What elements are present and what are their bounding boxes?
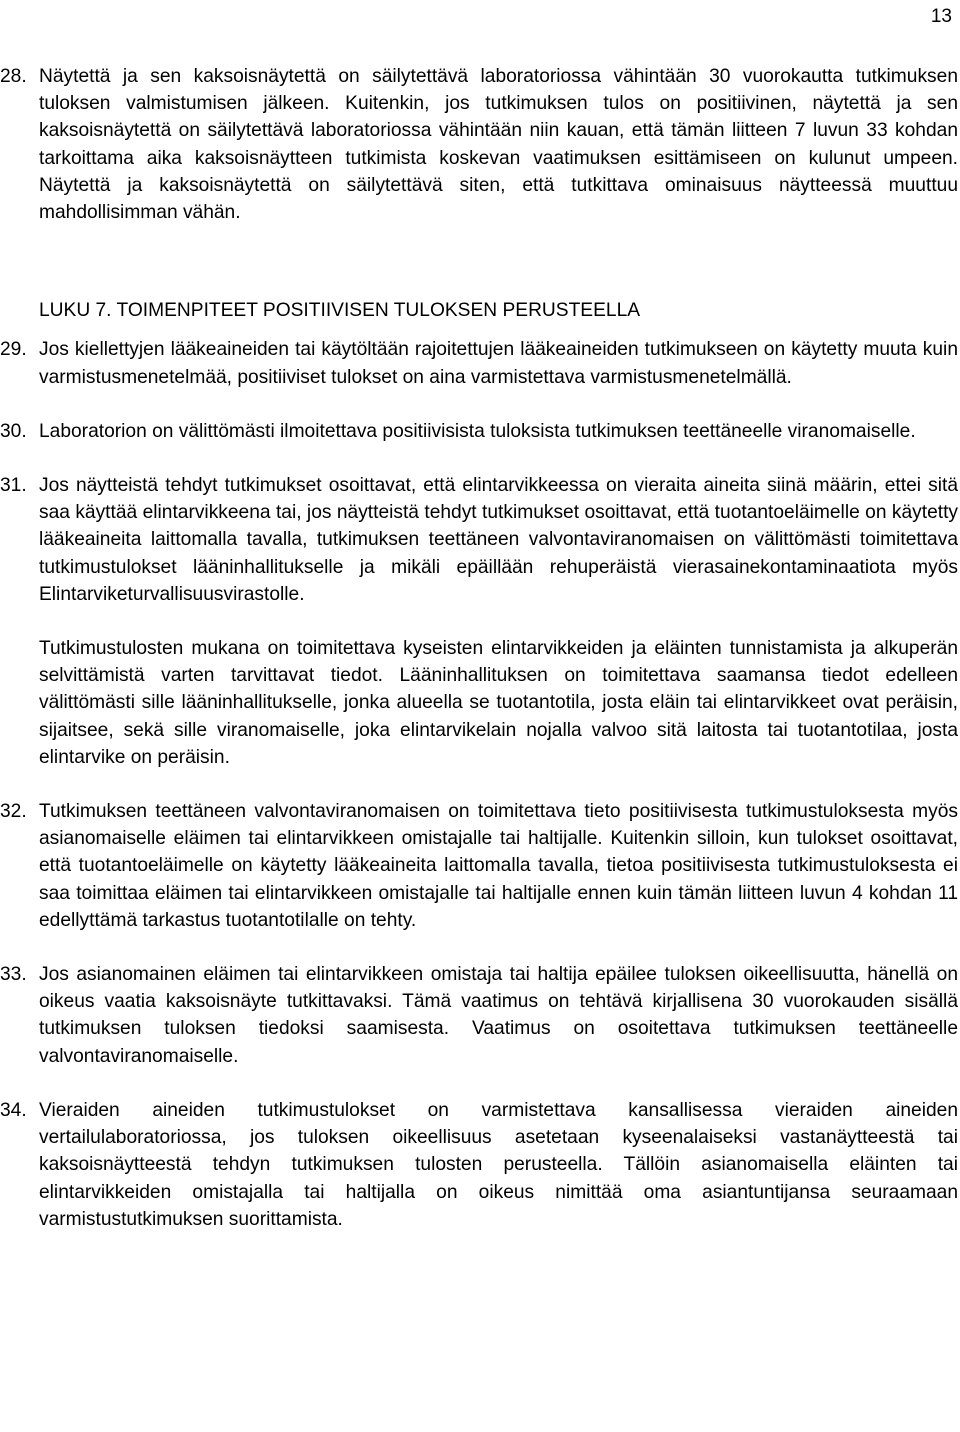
section-number: 29. xyxy=(0,339,27,361)
section-31 xyxy=(0,472,958,608)
section-number: 33. xyxy=(0,964,27,986)
section-text: Jos näytteistä tehdyt tutkimukset osoittavat, että elintarvikkeessa on vieraita aineita siinä määrin, ettei sitä saa käyttää elintarvikkeena tai, jos näytteistä tehdyt tutkimukset osoittavat, että tuotantoeläimelle on käytetty lääkeaineita laittomalla tavalla, tutkimuksen teettäneen valvontaviranomaisen on välittömästi toimitettava tutkimustulokset lääninhallitukselle ja mikäli epäillään rehuperäistä vierasainekontaminaatiota myös Elintarviketurvallisuusvirastolle. xyxy=(39,475,958,605)
section-text: Tutkimuksen teettäneen valvontaviranomaisen on toimitettava tieto positiivisesta tutkimustuloksesta myös asianomaiselle eläimen tai elintarvikkeen omistajalle tai haltijalle. Kuitenkin silloin, kun tulokset osoittavat, että tuotantoeläimelle on käytetty lääkeaineita laittomalla tavalla, tietoa positiivisesta tutkimustuloksesta ei saa toimittaa eläimen tai elintarvikkeen omistajalle tai haltijalle ennen kuin tämän liitteen luvun 4 kohdan 11 edellyttämä tarkastus tuotantotilalle on tehty. xyxy=(39,801,958,931)
section-text: Jos kiellettyjen lääkeaineiden tai käytöltään rajoitettujen lääkeaineiden tutkimukseen on käytetty muuta kuin varmistusmenetelmää, positiiviset tulokset on aina varmistettava varmistusmenetelmällä. xyxy=(39,339,958,388)
section-34 xyxy=(0,1097,958,1233)
section-number: 34. xyxy=(0,1099,27,1121)
document-body xyxy=(0,63,958,1233)
section-number: 30. xyxy=(0,420,27,442)
section-28 xyxy=(0,63,958,226)
section-number: 31. xyxy=(0,475,27,497)
section-29 xyxy=(0,336,958,390)
section-31-continuation: Tutkimustulosten mukana on toimitettava kyseisten elintarvikkeiden ja eläinten tunnistamista ja alkuperän selvittämistä varten tarvittavat tiedot. Lääninhallituksen on toimitettava saamansa tiedot edelleen välittömästi sille lääninhallitukselle, jonka alueella se tuotantotila, josta eläin tai elintarvikkeet ovat peräisin, sijaitsee, sekä sille viranomaiselle, joka elintarvikelain nojalla valvoo sitä laitosta tai tuotantotilaa, josta elintarvike on peräisin. xyxy=(39,638,958,768)
section-32 xyxy=(0,798,958,934)
section-30 xyxy=(0,418,958,445)
section-text: Jos asianomainen eläimen tai elintarvikkeen omistaja tai haltija epäilee tuloksen oikeellisuutta, hänellä on oikeus vaatia kaksoisnäyte tutkittavaksi. Tämä vaatimus on tehtävä kirjallisena 30 vuorokauden sisällä tutkimuksen tuloksen tiedoksi saamisesta. Vaatimus on osoitettava tutkimuksen teettäneelle valvontaviranomaiselle. xyxy=(39,964,958,1067)
page-number: 13 xyxy=(930,6,952,27)
section-text: Laboratorion on välittömästi ilmoitettava positiivisista tuloksista tutkimuksen teettäneelle viranomaiselle. xyxy=(39,420,916,442)
section-number: 28. xyxy=(0,66,27,87)
section-33 xyxy=(0,961,958,1070)
section-number: 32. xyxy=(0,801,27,823)
chapter-heading: LUKU 7. TOIMENPITEET POSITIIVISEN TULOKSEN PERUSTEELLA xyxy=(39,300,641,322)
section-text: Vieraiden aineiden tutkimustulokset on varmistettava kansallisessa vieraiden aineiden vertailulaboratoriossa, jos tuloksen oikeellisuus asetetaan kyseenalaiseksi vastanäytteestä tai kaksoisnäytteestä tehdyn tutkimuksen tulosten perusteella. Tällöin asianomaisella eläinten tai elintarvikkeiden omistajalla tai haltijalla on oikeus nimittää oma asiantuntijansa seuraamaan varmistustutkimuksen suorittamista. xyxy=(39,1099,958,1230)
section-text: Näytettä ja sen kaksoisnäytettä on säilytettävä laboratoriossa vähintään 30 vuorokautta tutkimuksen tuloksen valmistumisen jälkeen. Kuitenkin, jos tutkimuksen tulos on positiivinen, näytettä ja sen kaksoisnäytettä on säilytettävä laboratoriossa vähintään niin kauan, että tämän liitteen 7 luvun 33 kohdan tarkoittama aika kaksoisnäytteen tutkimista koskevan vaatimuksen esittämiseen on kulunut umpeen. Näytettä ja kaksoisnäytettä on säilytettävä siten, että tutkittava ominaisuus näytteessä muuttuu mahdollisimman vähän. xyxy=(39,66,958,224)
